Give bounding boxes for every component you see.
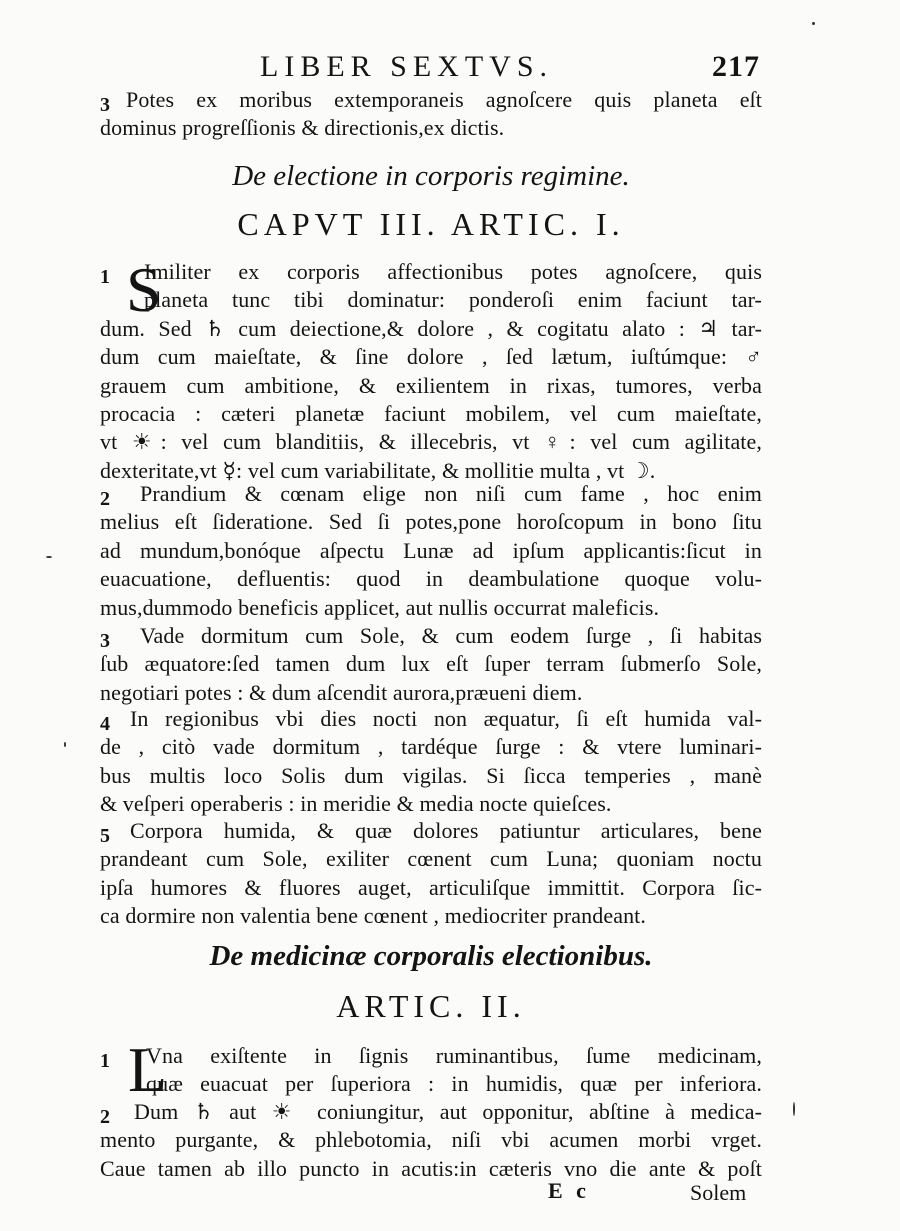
text-line: procacia : cæteri planetæ faciunt mobilem, vel cum maieſtate, [100,400,762,426]
text-line: ipſa humores & fluores auget, articuliſque immittit. Corpora ſic- [100,874,762,900]
item-number: 3 [100,630,110,652]
text-line: ca dormire non valentia bene cœnent , mediocriter prandeant. [100,903,646,929]
section-heading: De medicinæ corporalis electionibus. [209,940,653,972]
intro-paragraph [100,86,762,143]
text-line: mus,dummodo beneficis applicet, aut nullis occurrat maleficis. [100,594,660,620]
text-line: Potes ex moribus extemporaneis agnoſcere quis planeta eſt [126,87,762,112]
paragraph-1 [100,254,762,485]
text-line: quæ euacuat per ſuperiora : in humidis, quæ per inferiora. [146,1071,762,1097]
text-line: Dum ♄ aut ☀ coniungitur, aut opponitur, abſtine à medica- [134,1099,762,1124]
drop-cap: S [126,254,162,325]
text-line: bus multis loco Solis dum vigilas. Si ſicca temperies , manè [100,762,762,788]
scan-speck [46,556,52,558]
paragraph-2 [100,480,762,622]
text-line: vt ☀: vel cum blanditiis, & illecebris, vt ♀: vel cum agilitate, [100,429,762,455]
text-line: dum cum maieſtate, & ſine dolore , ſed lætum, iuſtúmque: ♂ [100,344,762,370]
item-number: 2 [100,488,110,510]
catchword: Solem [690,1180,747,1205]
text-line: negotiari potes : & dum aſcendit aurora,præueni diem. [100,679,583,705]
scan-speck [812,22,815,25]
item-number: 1 [100,1050,110,1072]
item-number: 5 [100,825,110,847]
text-line: In regionibus vbi dies nocti non æquatur, ſi eſt humida val- [130,706,762,731]
text-line: dominus progreſſionis & directionis,ex dictis. [100,115,505,141]
text-line: Vade dormitum cum Sole, & cum eodem ſurge , ſi habitas [140,623,762,648]
scan-speck [793,1102,795,1116]
paragraph-6 [100,1034,762,1105]
text-line: euacuatione, defluentis: quod in deambulatione quoque volu- [100,566,762,592]
text-line: ſub æquatore:ſed tamen dum lux eſt ſuper terram ſubmerſo Sole, [100,651,762,677]
item-number: 2 [100,1106,110,1128]
text-line: Corpora humida, & quæ dolores patiuntur articulares, bene [130,818,762,843]
text-line: de , citò vade dormitum , tardéque ſurge : & vtere luminari- [100,734,762,760]
text-line: dum. Sed ♄ cum deiectione,& dolore , & cogitatu alato : ♃ tar- [100,315,762,341]
chapter-heading: CAPVT III. ARTIC. I. [237,206,625,242]
text-line: ad mundum,bonóque aſpectu Lunæ ad ipſum applicantis:ſicut in [100,537,762,563]
item-number: 4 [100,713,110,735]
text-line: mento purgante, & phlebotomia, niſi vbi acumen morbi vrget. [100,1127,762,1153]
text-line: melius eſt ſideratione. Sed ſi potes,pone horoſcopum in bono ſitu [100,509,762,535]
text-line: & veſperi operaberis : in meridie & media nocte quieſces. [100,791,612,817]
paragraph-3 [100,622,762,707]
text-line: prandeant cum Sole, exiliter cœnent cum Luna; quoniam noctu [100,846,762,872]
running-head [100,50,760,84]
drop-cap: L [128,1034,168,1105]
text-line: Caue tamen ab illo puncto in acutis:in cæteris vno die ante & poſt [100,1155,762,1181]
paragraph-7 [100,1098,762,1183]
text-line: Imiliter ex corporis affectionibus potes agnoſcere, quis [144,259,762,284]
signature-mark: E c [548,1178,590,1203]
running-head-title: LIBER SEXTVS. [260,50,554,83]
text-line: grauem cum ambitione, & exilientem in rixas, tumores, verba [100,372,762,398]
text-line: Prandium & cœnam elige non niſi cum fame , hoc enim [140,481,762,506]
paragraph-5 [100,817,762,931]
section-heading: De electione in corporis regimine. [232,160,630,192]
text-line: planeta tunc tibi dominatur: ponderoſi enim faciunt tar- [144,287,762,313]
text-line: dexteritate,vt ☿: vel cum variabilitate, & mollitie multa , vt ☽. [100,457,656,483]
page-number: 217 [712,50,760,83]
item-number: 3 [100,94,110,116]
chapter-heading: ARTIC. II. [336,988,526,1024]
paragraph-4 [100,705,762,819]
text-line: Vna exiſtente in ſignis ruminantibus, ſume medicinam, [146,1043,762,1068]
item-number: 1 [100,266,110,288]
scan-speck [64,742,66,747]
